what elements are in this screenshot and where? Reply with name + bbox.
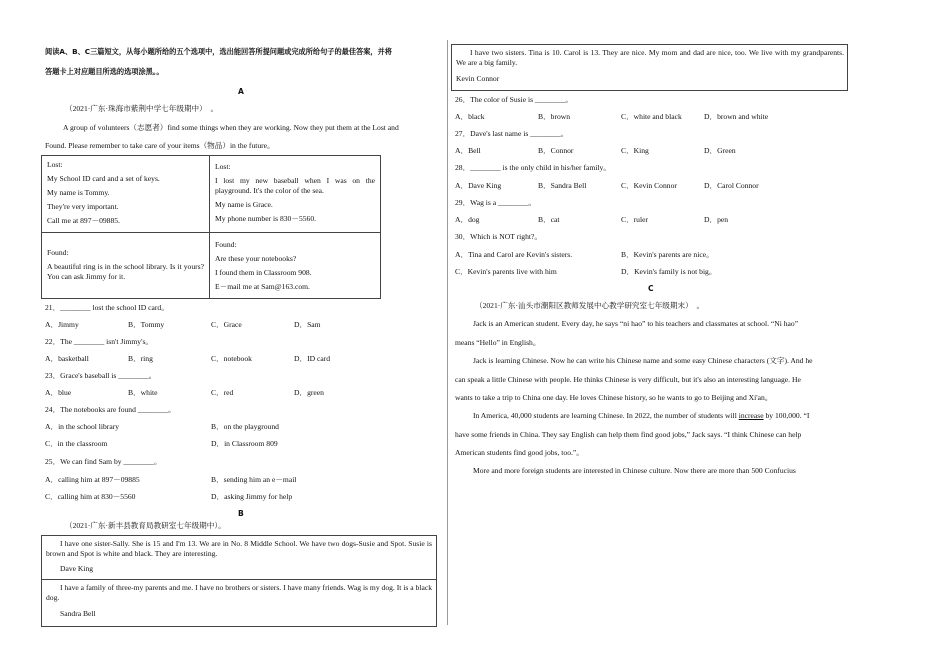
section-b-heading: B — [238, 509, 244, 518]
cell4-line: I found them in Classroom 908. — [215, 268, 312, 277]
question-21-option-c: C．Grace — [211, 320, 242, 329]
cell3-title: Found: — [47, 248, 69, 257]
question-24-option-b: B．on the playground — [211, 422, 279, 431]
question-22-option-a: A．basketball — [45, 354, 89, 363]
question-23-option-d: D．green — [294, 388, 324, 397]
question-21-stem: 21．________ lost the school ID card。 — [45, 303, 169, 312]
passage-c-segment: In America, 40,000 students are learning Chinese. In 2022, the number of students will — [473, 411, 737, 420]
profile-kevin-text: I have two sisters. Tina is 10. Carol is 13. They are nice. My mom and dad are nice, too. We live with my grandparents. We are a big family. — [456, 48, 844, 68]
table-cell-found-notebooks — [210, 236, 380, 295]
question-25-option-b: B．sending him an e－mail — [211, 475, 297, 484]
question-25-stem: 25．We can find Sam by ________。 — [45, 457, 162, 466]
question-30-option-d: D．Kevin's family is not big。 — [621, 267, 717, 276]
question-22-stem: 22．The ________ isn't Jimmy's。 — [45, 337, 153, 346]
profiles-divider — [42, 579, 436, 580]
question-22-option-b: B．ring — [128, 354, 153, 363]
question-26-option-c: C．white and black — [621, 112, 682, 121]
question-27-option-d: D．Green — [704, 146, 736, 155]
question-28-option-d: D．Carol Connor — [704, 181, 759, 190]
question-29-option-d: D．pen — [704, 215, 729, 224]
question-28-option-c: C．Kevin Connor — [621, 181, 677, 190]
cell1-line: My name is Tommy. — [47, 188, 110, 197]
question-25-option-c: C．calling him at 830－5560 — [45, 492, 136, 501]
question-26-option-a: A．black — [455, 112, 485, 121]
table-cell-lost-grace — [210, 158, 380, 227]
cell2-name: My name is Grace. — [215, 199, 273, 209]
question-21-option-a: A．Jimmy — [45, 320, 79, 329]
column-divider — [447, 40, 448, 625]
question-27-option-c: C．King — [621, 146, 649, 155]
table-cell-lost-tommy — [42, 156, 209, 229]
section-a-intro-2: Found. Please remember to take care of your items（物品）in the future。 — [45, 141, 275, 150]
profiles-box — [41, 535, 437, 627]
question-28-option-a: A．Dave King — [455, 181, 502, 190]
instructions-line-2: 答题卡上对应题目所选的选项涂黑。。 — [45, 67, 164, 76]
cell2-title: Lost: — [215, 162, 231, 171]
underlined-word-increase: increase — [738, 411, 764, 420]
question-27-stem: 27．Dave's last name is ________。 — [455, 129, 569, 138]
cell4-line: Are these your notebooks? — [215, 254, 297, 263]
cell2-body: I lost my new baseball when I was on the playground. It's the color of the sea. — [215, 176, 375, 195]
question-28-option-b: B．Sandra Bell — [538, 181, 587, 190]
cell1-line: Call me at 897－09885. — [47, 216, 120, 225]
question-29-option-a: A．dog — [455, 215, 480, 224]
passage-c-line: means “Hello” in English。 — [455, 338, 541, 347]
passage-c-line: Jack is learning Chinese. Now he can write his Chinese name and some easy Chinese characters (文字). And he — [473, 356, 813, 365]
question-21-option-b: B．Tommy — [128, 320, 165, 329]
section-a-source: （2021·广东·珠海市紫荆中学七年级期中） 。 — [65, 104, 219, 113]
question-30-option-a: A．Tina and Carol are Kevin's sisters. — [455, 250, 573, 259]
section-b-source: （2021·广东·新丰县教育局教研室七年级期中）。 — [65, 521, 226, 530]
question-23-stem: 23．Grace's baseball is ________。 — [45, 371, 157, 380]
passage-c-line: American students find good jobs, too.”。 — [455, 448, 584, 457]
passage-c-line: have some friends in China. They say English can help them find good jobs,” Jack says. “I think Chinese can help — [455, 430, 802, 439]
section-a-heading: A — [238, 87, 244, 96]
question-22-option-c: C．notebook — [211, 354, 252, 363]
lost-found-table — [41, 155, 381, 299]
question-27-option-b: B．Connor — [538, 146, 574, 155]
question-26-option-d: D．brown and white — [704, 112, 769, 121]
passage-c-line: wants to take a trip to China one day. He loves Chinese history, so he wants to go to Beijing and Xi'an。 — [455, 393, 773, 402]
cell4-line: E－mail me at Sam@163.com. — [215, 282, 310, 291]
question-22-option-d: D．ID card — [294, 354, 331, 363]
profile-sandra-name: Sandra Bell — [60, 609, 96, 618]
question-24-option-c: C．in the classroom — [45, 439, 108, 448]
cell4-line: Found: — [215, 240, 237, 249]
instructions-line-1: 阅读A、B、C三篇短文，从每小题所给的五个选项中，选出能回答所提问题或完成所给句子的最佳答案，并将 — [45, 47, 392, 56]
table-cell-found-ring — [42, 244, 209, 285]
question-30-stem: 30．Which is NOT right?。 — [455, 232, 542, 241]
question-30-option-c: C．Kevin's parents live with him — [455, 267, 557, 276]
question-24-stem: 24．The notebooks are found ________。 — [45, 405, 176, 414]
question-28-stem: 28．________ is the only child in his/her family。 — [455, 163, 611, 172]
passage-c-line: More and more foreign students are interested in Chinese culture. Now there are more than 500 Confucius — [473, 466, 796, 475]
cell1-line: They're very important. — [47, 202, 119, 211]
profile-kevin-name: Kevin Connor — [456, 74, 500, 83]
section-c-source: （2021·广东·汕头市潮阳区教师发展中心教学研究室七年级期末） 。 — [475, 301, 705, 310]
question-29-option-c: C．ruler — [621, 215, 648, 224]
profile-dave-text: I have one sister-Sally. She is 15 and I'm 13. We are in No. 8 Middle School. We have two dogs-Susie and Spot. Susie is brown and Spot is white and black. They are interesting. — [46, 539, 432, 559]
question-24-option-d: D．in Classroom 809 — [211, 439, 278, 448]
cell2-phone: My phone number is 830－5560. — [215, 213, 317, 223]
passage-c-line-with-underline — [473, 410, 809, 421]
question-25-option-d: D．asking Jimmy for help — [211, 492, 293, 501]
question-26-option-b: B．brown — [538, 112, 571, 121]
question-30-option-b: B．Kevin's parents are nice。 — [621, 250, 714, 259]
profile-sandra-text: I have a family of three-my parents and me. I have no brothers or sisters. I have many friends. Wag is my dog. It is a black dog. — [46, 583, 432, 603]
profile-kevin-box — [451, 44, 848, 91]
passage-c-line: Jack is an American student. Every day, he says “ni hao” to his teachers and classmates at school. “Ni hao” — [473, 319, 799, 328]
table-horizontal-line — [42, 232, 380, 233]
cell3-body: A beautiful ring is in the school library. Is it yours? You can ask Jimmy for it. — [47, 262, 204, 281]
question-24-option-a: A．in the school library — [45, 422, 120, 431]
section-c-heading: C — [648, 284, 654, 293]
question-23-option-a: A．blue — [45, 388, 72, 397]
section-a-intro-1: A group of volunteers（志愿者）find some things when they are working. Now they put them at the Lost and — [63, 123, 399, 132]
question-29-stem: 29．Wag is a ________。 — [455, 198, 537, 207]
question-21-option-d: D．Sam — [294, 320, 321, 329]
cell1-line: Lost: — [47, 160, 63, 169]
question-23-option-b: B．white — [128, 388, 158, 397]
question-29-option-b: B．cat — [538, 215, 560, 224]
passage-c-segment: by 100,000. “I — [763, 411, 810, 420]
question-23-option-c: C．red — [211, 388, 234, 397]
question-25-option-a: A．calling him at 897－09885 — [45, 475, 140, 484]
passage-c-line: can speak a little Chinese with people. He thinks Chinese is very difficult, but it's also an interesting language. He — [455, 375, 801, 384]
cell1-line: My School ID card and a set of keys. — [47, 174, 160, 183]
profile-dave-name: Dave King — [60, 564, 94, 573]
question-27-option-a: A．Bell — [455, 146, 481, 155]
question-26-stem: 26．The color of Susie is ________。 — [455, 95, 573, 104]
